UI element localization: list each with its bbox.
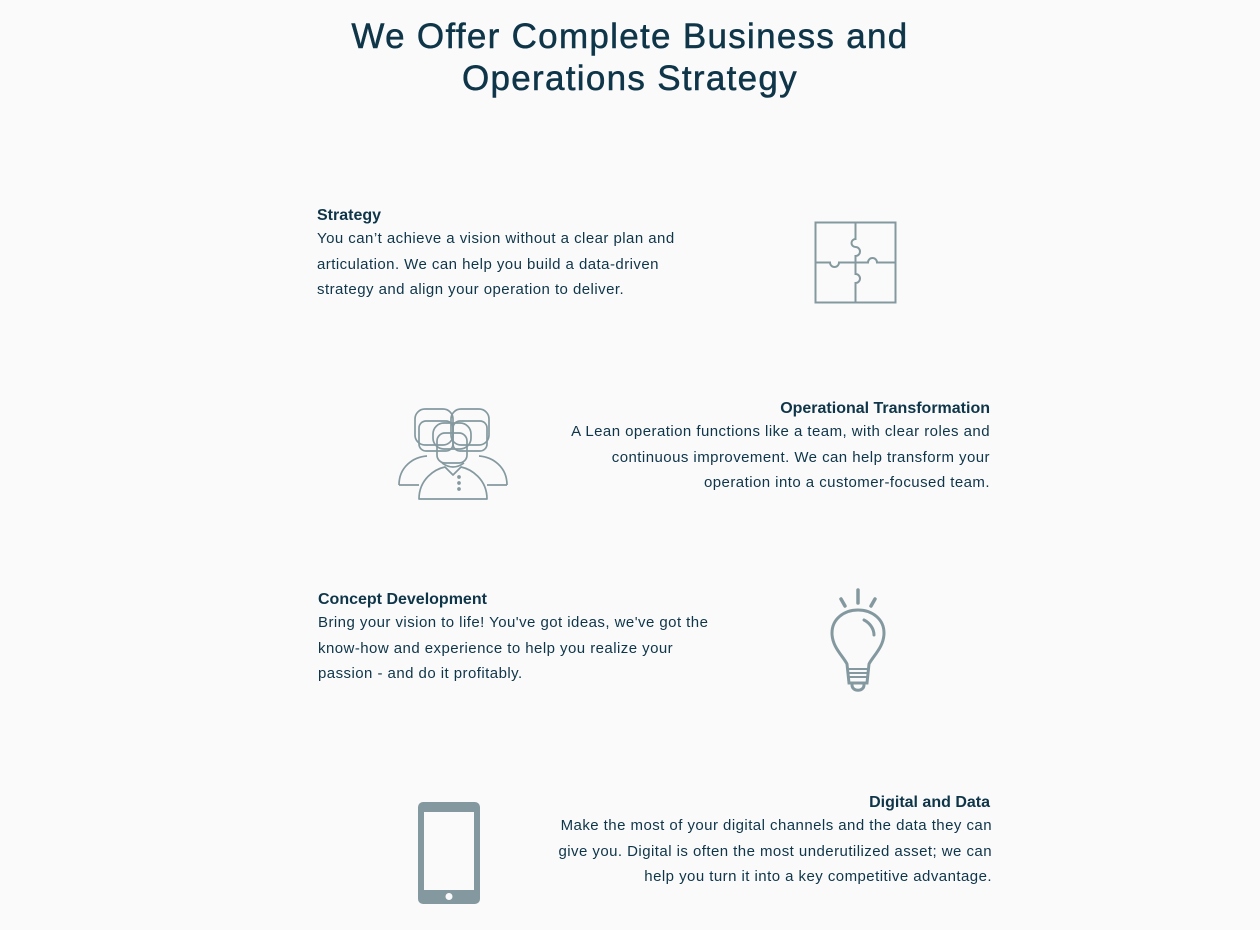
page-title-line-2: Operations Strategy xyxy=(462,59,798,98)
page-title xyxy=(0,16,1260,100)
service-title: Digital and Data xyxy=(869,794,990,811)
mobile-phone-icon xyxy=(417,801,481,905)
page-title-line-1: We Offer Complete Business and xyxy=(351,17,909,56)
service-description: A Lean operation functions like a team, with clear roles and continuous improvement. We can help transform your operation into a customer-focused team. xyxy=(571,423,990,491)
lightbulb-icon xyxy=(827,587,889,699)
service-description: Make the most of your digital channels and the data they can give you. Digital is often the most underutilized asset; we can help you turn it into a key competitive advantage. xyxy=(558,817,992,885)
team-icon xyxy=(397,407,509,501)
service-title: Operational Transformation xyxy=(780,400,990,417)
service-description: You can’t achieve a vision without a clear plan and articulation. We can help you build a data-driven strategy and align your operation to deliver. xyxy=(317,230,675,298)
puzzle-icon xyxy=(814,221,898,305)
service-description: Bring your vision to life! You've got ideas, we've got the know-how and experience to help you realize your passion - and do it profitably. xyxy=(318,614,709,682)
service-title: Strategy xyxy=(317,207,382,224)
service-title: Concept Development xyxy=(318,591,487,608)
